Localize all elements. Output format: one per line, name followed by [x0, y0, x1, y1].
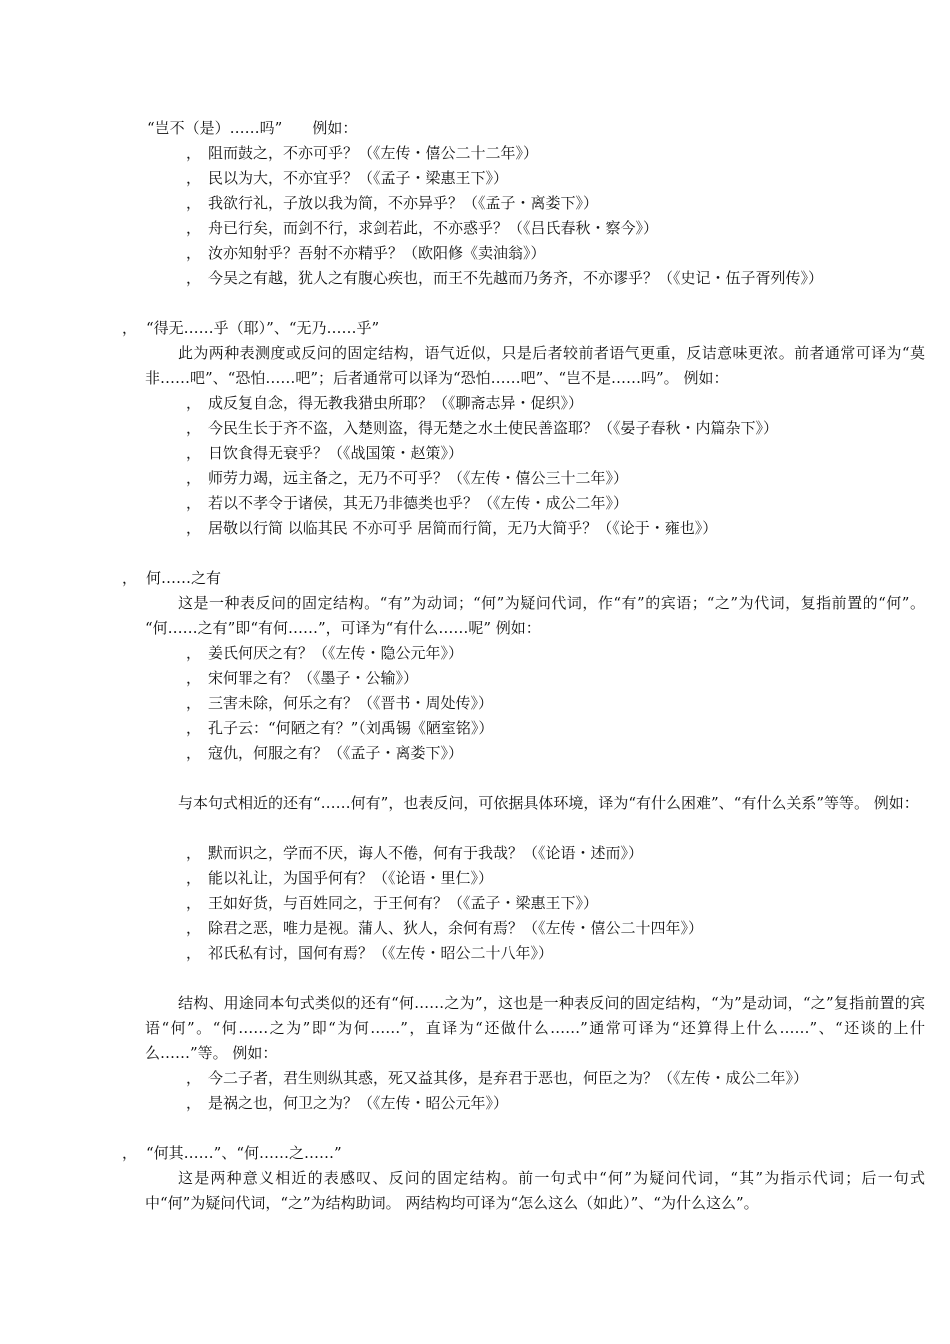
- bullet: ，: [186, 694, 202, 712]
- example-text: 孔子云：“何陋之有？”（刘禹锡《陋室铭》）: [208, 719, 494, 737]
- example-line: [186, 666, 418, 691]
- bullet: ，: [186, 269, 202, 287]
- example-line: [186, 941, 553, 966]
- example-line: [186, 391, 583, 416]
- example-line: [186, 491, 628, 516]
- section-1-title: “岂不（是）……吗” 例如：: [147, 119, 358, 137]
- example-line: [186, 191, 598, 216]
- example-line: [186, 466, 628, 491]
- example-line: [186, 266, 823, 291]
- example-line: [186, 866, 493, 891]
- example-text: 默而识之，学而不厌，诲人不倦，何有于我哉？（《论语・述而》）: [208, 844, 644, 862]
- bullet: ，: [186, 244, 202, 262]
- example-text: 今吴之有越，犹人之有腹心疾也，而王不先越而乃务齐，不亦谬乎？（《史记・伍子胥列传》）: [208, 269, 824, 287]
- bullet: ，: [186, 669, 202, 687]
- bullet: ，: [186, 944, 202, 962]
- bullet: ，: [122, 569, 138, 587]
- bullet: ，: [186, 469, 202, 487]
- bullet: ，: [186, 919, 202, 937]
- example-text: 今二子者，君生则纵其惑，死又益其侈，是弃君于恶也，何臣之为？（《左传・成公二年》）: [208, 1069, 809, 1087]
- bullet: ，: [186, 444, 202, 462]
- bullet: ，: [122, 319, 138, 337]
- section-4-heading: [122, 1141, 342, 1166]
- example-line: [186, 841, 643, 866]
- section-3-description: 这是一种表反问的固定结构。“有”为动词；“何”为疑问代词，作“有”的宾语；“之”为代词，复指前置的“何”。 “何……之有”即“有何……”，可译为“有什么……呢” 例如：: [145, 594, 925, 637]
- bullet: ，: [186, 169, 202, 187]
- example-text: 日饮食得无衰乎？（《战国策・赵策》）: [208, 444, 464, 462]
- example-text: 宋何罪之有？（《墨子・公输》）: [208, 669, 419, 687]
- example-text: 民以为大，不亦宜乎？（《孟子・梁惠王下》）: [208, 169, 509, 187]
- example-text: 师劳力竭，远主备之，无乃不可乎？（《左传・僖公三十二年》）: [208, 469, 629, 487]
- example-text: 汝亦知射乎？吾射不亦精乎？（欧阳修《卖油翁》）: [208, 244, 546, 262]
- example-line: [186, 891, 598, 916]
- example-text: 三害未除，何乐之有？（《晋书・周处传》）: [208, 694, 494, 712]
- bullet: ，: [186, 144, 202, 162]
- bullet: ，: [186, 869, 202, 887]
- example-text: 能以礼让，为国乎何有？（《论语・里仁》）: [208, 869, 494, 887]
- example-line: [186, 691, 493, 716]
- example-text: 今民生长于齐不盗，入楚则盗，得无楚之水土使民善盗耶？（《晏子春秋・内篇杂下》）: [208, 419, 779, 437]
- example-line: [186, 1066, 808, 1091]
- example-text: 寇仇，何服之有？（《孟子・离娄下》）: [208, 744, 464, 762]
- bullet: ，: [186, 1069, 202, 1087]
- section-4-description: 这是两种意义相近的表感叹、反问的固定结构。前一句式中“何”为疑问代词，“其”为指示代词；后一句式中“何”为疑问代词，“之”为结构助词。 两结构均可译为“怎么这么（如此）”、“为什么这么”。: [145, 1169, 925, 1212]
- section-3-title: 何……之有: [146, 569, 222, 587]
- section-2-heading: [122, 316, 379, 341]
- example-text: 姜氏何厌之有？（《左传・隐公元年》）: [208, 644, 464, 662]
- bullet: ，: [186, 1094, 202, 1112]
- example-line: [186, 516, 717, 541]
- section-3-description-2: 与本句式相近的还有“……何有”，也表反问，可依据具体环境，译为“有什么困难”、“有什么关系”等等。 例如：: [178, 794, 919, 812]
- bullet: ，: [186, 744, 202, 762]
- bullet: ，: [186, 194, 202, 212]
- section-3-heading: [122, 566, 221, 591]
- bullet: ，: [186, 394, 202, 412]
- example-line: [186, 416, 778, 441]
- example-line: [186, 716, 493, 741]
- example-text: 舟已行矣，而剑不行，求剑若此，不亦惑乎？（《吕氏春秋・察今》）: [208, 219, 659, 237]
- bullet: ，: [186, 894, 202, 912]
- bullet: ，: [122, 1144, 138, 1162]
- example-text: 成反复自念，得无教我猎虫所耶？（《聊斋志异・促织》）: [208, 394, 584, 412]
- bullet: ，: [186, 844, 202, 862]
- example-text: 居敬以行简 以临其民 不亦可乎 居简而行简，无乃大简乎？（《论于・雍也》）: [208, 519, 718, 537]
- example-text: 祁氏私有讨，国何有焉？（《左传・昭公二十八年》）: [208, 944, 554, 962]
- bullet: ，: [186, 644, 202, 662]
- example-line: [186, 216, 658, 241]
- section-3-description-3: 结构、用途同本句式类似的还有“何……之为”，这也是一种表反问的固定结构，“为”是动词，“之”复指前置的宾语“何”。“何……之为”即“为何……”，直译为“还做什么……”通常可译为“还算得上什么……”、“还谈的上什么……”等。 例如：: [145, 994, 925, 1062]
- bullet: ，: [186, 719, 202, 737]
- example-line: [186, 141, 538, 166]
- bullet: ，: [186, 419, 202, 437]
- example-text: 除君之恶，唯力是视。蒲人、狄人，余何有焉？（《左传・僖公二十四年》）: [208, 919, 704, 937]
- example-line: [186, 241, 546, 266]
- section-2-description: 此为两种表测度或反问的固定结构，语气近似，只是后者较前者语气更重，反诘意味更浓。前者通常可译为“莫非……吧”、“恐怕……吧”；后者通常可以译为“恐怕……吧”、“岂不是……吗”。 例如：: [145, 344, 925, 387]
- example-line: [186, 166, 508, 191]
- example-line: [186, 1091, 508, 1116]
- example-line: [186, 916, 703, 941]
- example-text: 若以不孝令于诸侯，其无乃非德类也乎？（《左传・成公二年》）: [208, 494, 629, 512]
- example-text: 王如好货，与百姓同之，于王何有？（《孟子・梁惠王下》）: [208, 894, 599, 912]
- bullet: ，: [186, 219, 202, 237]
- example-line: [186, 441, 463, 466]
- bullet: ，: [186, 494, 202, 512]
- example-text: 我欲行礼，子放以我为简，不亦异乎？（《孟子・离娄下》）: [208, 194, 599, 212]
- bullet: ，: [186, 519, 202, 537]
- section-4-title: “何其……”、“何……之……”: [146, 1144, 342, 1162]
- example-line: [186, 741, 463, 766]
- example-text: 是祸之也，何卫之为？（《左传・昭公元年》）: [208, 1094, 509, 1112]
- section-2-title: “得无……乎（耶）”、“无乃……乎”: [146, 319, 380, 337]
- example-line: [186, 641, 463, 666]
- example-text: 阻而鼓之，不亦可乎？（《左传・僖公二十二年》）: [208, 144, 539, 162]
